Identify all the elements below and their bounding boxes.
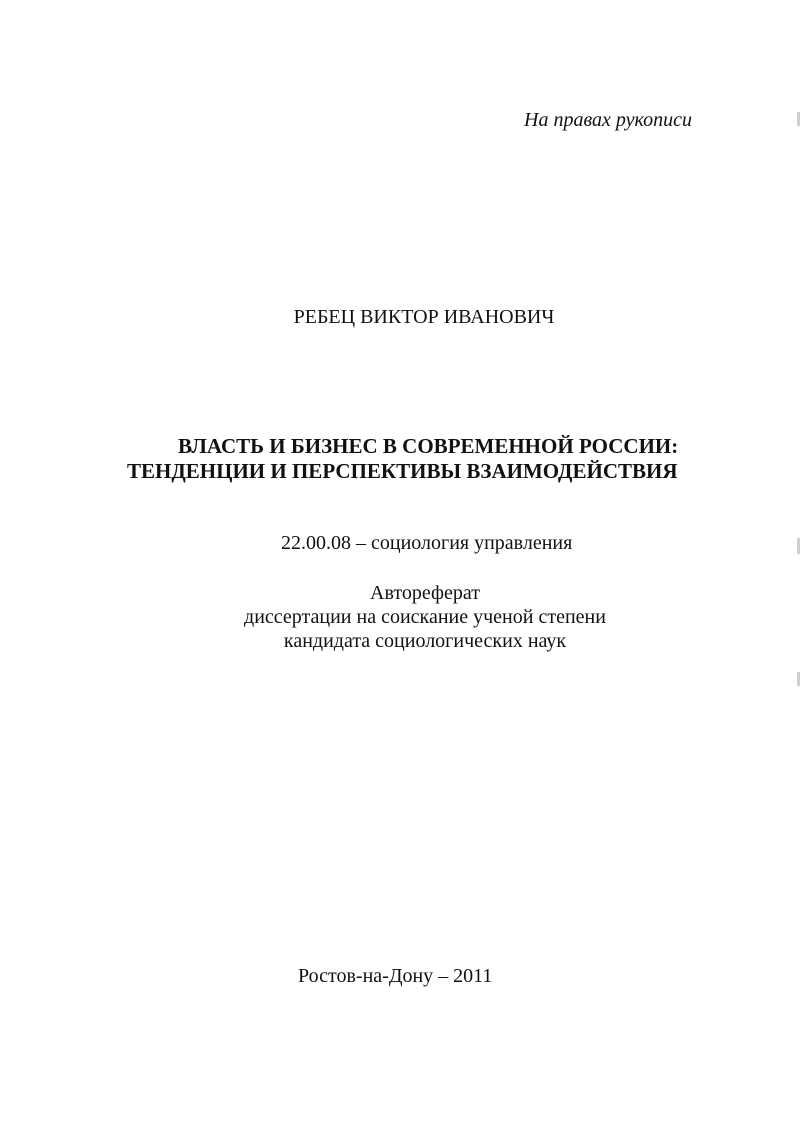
specialty-code: 22.00.08 – социология управления: [281, 532, 573, 554]
title-line-1: ВЛАСТЬ И БИЗНЕС В СОВРЕМЕННОЙ РОССИИ:: [178, 434, 679, 458]
author-name: РЕБЕЦ ВИКТОР ИВАНОВИЧ: [293, 306, 555, 328]
manuscript-note: На правах рукописи: [524, 109, 692, 131]
place-year: Ростов-на-Дону – 2011: [298, 965, 493, 987]
abstract-science-line: кандидата социологических наук: [283, 630, 567, 652]
title-line-2: ТЕНДЕНЦИИ И ПЕРСПЕКТИВЫ ВЗАИМОДЕЙСТВИЯ: [127, 459, 678, 483]
abstract-degree-line: диссертации на соискание ученой степени: [244, 606, 606, 628]
abstract-label: Автореферат: [370, 582, 480, 604]
